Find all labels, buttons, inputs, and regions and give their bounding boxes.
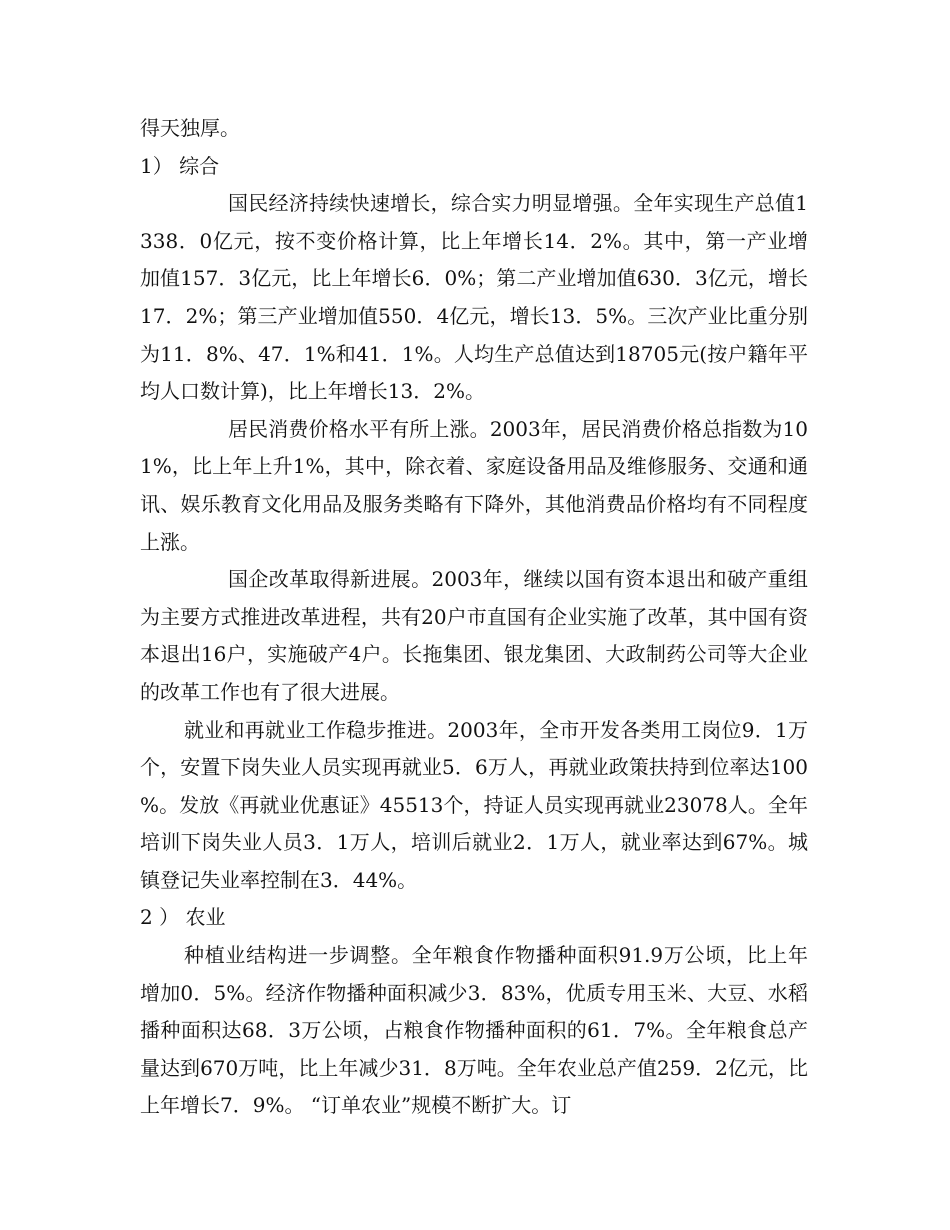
paragraph-economy: 国民经济持续快速增长，综合实力明显增强。全年实现生产总值1338．0亿元，按不变价格计算，比上年增长14．2%。其中，第一产业增加值157．3亿元，比上年增长6．0%；第二产业增加值630．3亿元，增长17．2%；第三产业增加值550．4亿元，增长13．5%。三次产业比重分别为11．8%、47．1%和41．1%。人均生产总值达到18705元(按户籍年平均人口数计算)，比上年增长13．2%。	[140, 191, 808, 404]
document-body	[140, 110, 808, 1125]
paragraph-consumer-prices: 居民消费价格水平有所上涨。2003年，居民消费价格总指数为101%，比上年上升1%，其中，除衣着、家庭设备用品及维修服务、交通和通讯、娱乐教育文化用品及服务类略有下降外，其他消费品价格均有不同程度上涨。	[140, 416, 808, 554]
continuation-text: 得天独厚。	[140, 116, 240, 140]
section-heading-general: 1） 综合	[140, 153, 220, 178]
section-heading-agriculture: 2 ） 农业	[140, 905, 226, 930]
paragraph-employment: 就业和再就业工作稳步推进。2003年，全市开发各类用工岗位9．1万个，安置下岗失业人员实现再就业5．6万人，再就业政策扶持到位率达100%。发放《再就业优惠证》45513个，持证人员实现再就业23078人。全年培训下岗失业人员3．1万人，培训后就业2．1万人，就业率达到67%。城镇登记失业率控制在3．44%。	[140, 717, 808, 892]
paragraph-agriculture: 种植业结构进一步调整。全年粮食作物播种面积91.9万公顷，比上年增加0．5%。经济作物播种面积减少3．83%，优质专用玉米、大豆、水稻播种面积达68．3万公顷，占粮食作物播种面积的61．7%。全年粮食总产量达到670万吨，比上年减少31．8万吨。全年农业总产值259．2亿元，比上年增长7．9%。 “订单农业”规模不断扩大。订	[140, 943, 808, 1118]
paragraph-soe-reform: 国企改革取得新进展。2003年，继续以国有资本退出和破产重组为主要方式推进改革进程，共有20户市直国有企业实施了改革，其中国有资本退出16户，实施破产4户。长拖集团、银龙集团、大政制药公司等大企业的改革工作也有了很大进展。	[140, 567, 808, 704]
